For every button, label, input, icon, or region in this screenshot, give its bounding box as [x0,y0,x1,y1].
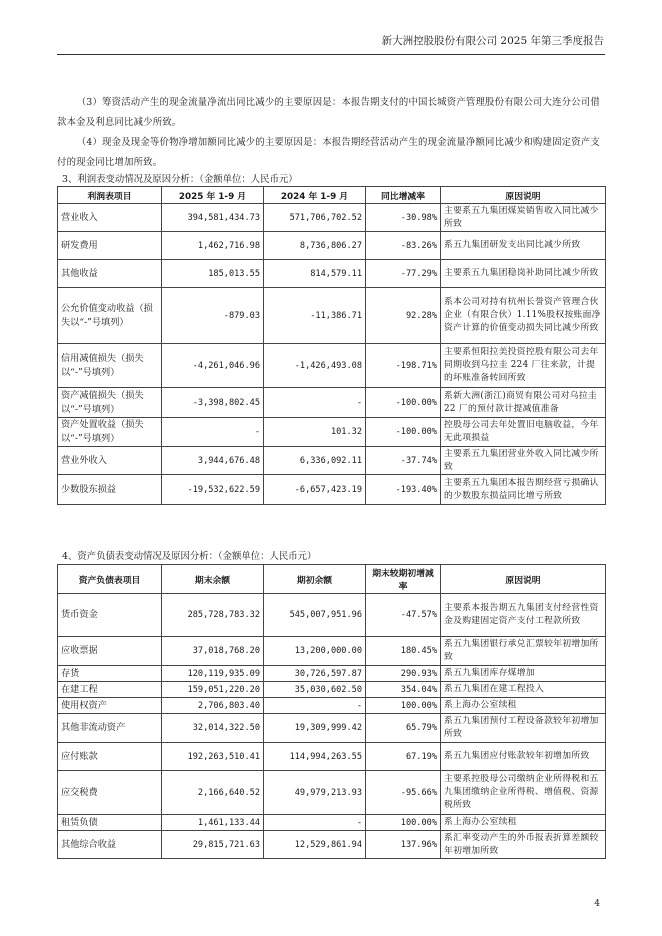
prior-period-cell: -6,657,423.19 [264,475,366,505]
reason-cell: 主要系五九集团本报告期经营亏损确认的少数股东损益同比增亏所致 [441,475,606,505]
prior-period-cell: 571,706,702.52 [264,204,366,232]
change-rate-cell: -193.40% [366,475,441,505]
prior-period-cell: 6,336,092.11 [264,447,366,475]
column-header: 2024 年 1-9 月 [264,187,366,204]
row-item-cell: 其他综合收益 [58,831,162,859]
ending-balance-cell: 2,166,640.52 [162,771,264,815]
row-item-cell: 资产处置收益（损失以“-”号填列） [58,418,162,447]
reason-cell: 主要系五九集团稳岗补助同比减少所致 [441,260,606,288]
beginning-balance-cell: 12,529,861.94 [264,831,366,859]
prior-period-cell: -1,426,493.08 [264,344,366,388]
row-item-cell: 营业收入 [58,204,162,232]
balance-sheet-table [57,564,606,859]
current-period-cell: 3,944,676.48 [162,447,264,475]
reason-cell: 系本公司对持有杭州长誉资产管理合伙企业（有限合伙）1.11%股权按账面净资产计算的价值变动损失同比减少所致 [441,288,606,344]
row-item-cell: 资产减值损失（损失以“-”号填列） [58,388,162,418]
reason-cell: 系五九集团银行承兑汇票较年初增加所致 [441,637,606,666]
row-item-cell: 其他收益 [58,260,162,288]
current-period-cell: 394,581,434.73 [162,204,264,232]
ending-balance-cell: 120,119,935.09 [162,666,264,682]
table-row [58,418,606,447]
beginning-balance-cell: 30,726,597.87 [264,666,366,682]
current-period-cell: -19,532,622.59 [162,475,264,505]
table-row [58,344,606,388]
current-period-cell: 1,462,716.98 [162,232,264,260]
row-item-cell: 使用权资产 [58,698,162,714]
reason-cell: 主要系控股母公司缴纳企业所得税和五九集团缴纳企业所得税、增值税、资源税所致 [441,771,606,815]
change-rate-cell: 67.19% [366,743,441,771]
reason-cell: 系新大洲(浙江)商贸有限公司对乌拉圭 22 厂的预付款计提减值准备 [441,388,606,418]
change-rate-cell: -30.98% [366,204,441,232]
column-header: 资产负债表项目 [58,565,162,594]
reason-cell: 系上海办公室续租 [441,815,606,831]
column-header: 同比增减率 [366,187,441,204]
current-period-cell: - [162,418,264,447]
reason-cell: 主要系本报告期五九集团支付经营性资金及购建固定资产支付工程款所致 [441,594,606,637]
row-item-cell: 研发费用 [58,232,162,260]
change-rate-cell: 65.79% [366,714,441,743]
change-rate-cell: -37.74% [366,447,441,475]
reason-cell: 系五九集团预付工程设备款较年初增加所致 [441,714,606,743]
beginning-balance-cell: - [264,698,366,714]
table-row [58,714,606,743]
change-rate-cell: -198.71% [366,344,441,388]
change-rate-cell: -77.29% [366,260,441,288]
table-row [58,771,606,815]
row-item-cell: 在建工程 [58,682,162,698]
beginning-balance-cell: 35,030,602.50 [264,682,366,698]
change-rate-cell: 100.00% [366,698,441,714]
beginning-balance-cell: 114,994,263.55 [264,743,366,771]
row-item-cell: 公允价值变动收益（损失以“-”号填列） [58,288,162,344]
change-rate-cell: 137.96% [366,831,441,859]
beginning-balance-cell: - [264,815,366,831]
change-rate-cell: 100.00% [366,815,441,831]
change-rate-cell: -100.00% [366,418,441,447]
paragraph-cash-equivalents: （4）现金及现金等价物净增加额同比减少的主要原因是：本报告期经营活动产生的现金流量净额同比减少和购建固定资产支付的现金同比增加所致。 [57,137,600,168]
column-header: 原因说明 [441,565,606,594]
row-item-cell: 应付账款 [58,743,162,771]
current-period-cell: -879.03 [162,288,264,344]
table-row [58,815,606,831]
column-header: 期初余额 [264,565,366,594]
reason-cell: 系五九集团在建工程投入 [441,682,606,698]
reason-cell: 系汇率变动产生的外币报表折算差额较年初增加所致 [441,831,606,859]
change-rate-cell: -47.57% [366,594,441,637]
change-rate-cell: 180.45% [366,637,441,666]
header-divider [57,54,605,55]
page-header-title: 新大洲控股股份有限公司 2025 年第三季度报告 [381,35,604,47]
paragraph-financing-cashflow: （3）筹资活动产生的现金流量净流出同比减少的主要原因是：本报告期支付的中国长城资产管理股份有限公司大连分公司借款本金及利息同比减少所致。 [57,97,600,128]
table-row [58,594,606,637]
column-header: 期末余额 [162,565,264,594]
row-item-cell: 应交税费 [58,771,162,815]
table-row [58,682,606,698]
ending-balance-cell: 1,461,133.44 [162,815,264,831]
column-header: 2025 年 1-9 月 [162,187,264,204]
table-row [58,288,606,344]
table-row [58,743,606,771]
change-rate-cell: 92.28% [366,288,441,344]
ending-balance-cell: 285,728,783.32 [162,594,264,637]
column-header: 期末较期初增减率 [366,565,441,594]
table-row [58,698,606,714]
current-period-cell: -4,261,046.96 [162,344,264,388]
balance-section-title: 4、资产负债表变动情况及原因分析：（金额单位：人民币元） [62,551,317,562]
reason-cell: 系五九集团应付账款较年初增加所致 [441,743,606,771]
table-row [58,447,606,475]
row-item-cell: 营业外收入 [58,447,162,475]
page-number: 4 [594,899,600,909]
current-period-cell: 185,013.55 [162,260,264,288]
prior-period-cell: - [264,388,366,418]
reason-cell: 系五九集团研发支出同比减少所致 [441,232,606,260]
income-section-title: 3、利润表变动情况及原因分析：（金额单位：人民币元） [62,174,298,185]
row-item-cell: 其他非流动资产 [58,714,162,743]
table-row [58,637,606,666]
reason-cell: 系五九集团库存煤增加 [441,666,606,682]
ending-balance-cell: 37,018,768.20 [162,637,264,666]
row-item-cell: 应收票据 [58,637,162,666]
beginning-balance-cell: 13,200,000.00 [264,637,366,666]
prior-period-cell: -11,386.71 [264,288,366,344]
reason-cell: 主要系恒阳拉美投资控股有限公司去年同期收到乌拉圭 224 厂往来款，计提的坏账准备转回所致 [441,344,606,388]
row-item-cell: 货币资金 [58,594,162,637]
prior-period-cell: 814,579.11 [264,260,366,288]
beginning-balance-cell: 49,979,213.93 [264,771,366,815]
column-header: 原因说明 [441,187,606,204]
prior-period-cell: 101.32 [264,418,366,447]
reason-cell: 主要系五九集团营业外收入同比减少所致 [441,447,606,475]
table-row [58,475,606,505]
prior-period-cell: 8,736,806.27 [264,232,366,260]
row-item-cell: 存货 [58,666,162,682]
ending-balance-cell: 159,051,220.20 [162,682,264,698]
table-row [58,831,606,859]
change-rate-cell: 354.04% [366,682,441,698]
current-period-cell: -3,398,802.45 [162,388,264,418]
table-row [58,232,606,260]
change-rate-cell: 290.93% [366,666,441,682]
reason-cell: 主要系五九集团煤炭销售收入同比减少所致 [441,204,606,232]
table-row [58,666,606,682]
change-rate-cell: -100.00% [366,388,441,418]
ending-balance-cell: 32,014,322.50 [162,714,264,743]
beginning-balance-cell: 19,309,999.42 [264,714,366,743]
table-row [58,204,606,232]
change-rate-cell: -95.66% [366,771,441,815]
reason-cell: 控股母公司去年处置旧电脑收益，今年无此项损益 [441,418,606,447]
change-rate-cell: -83.26% [366,232,441,260]
column-header: 利润表项目 [58,187,162,204]
row-item-cell: 租赁负债 [58,815,162,831]
table-row [58,260,606,288]
ending-balance-cell: 2,706,803.40 [162,698,264,714]
beginning-balance-cell: 545,007,951.96 [264,594,366,637]
ending-balance-cell: 29,815,721.63 [162,831,264,859]
reason-cell: 系上海办公室续租 [441,698,606,714]
income-statement-table [57,186,606,505]
row-item-cell: 信用减值损失（损失以“-”号填列） [58,344,162,388]
table-row [58,388,606,418]
ending-balance-cell: 192,263,510.41 [162,743,264,771]
row-item-cell: 少数股东损益 [58,475,162,505]
